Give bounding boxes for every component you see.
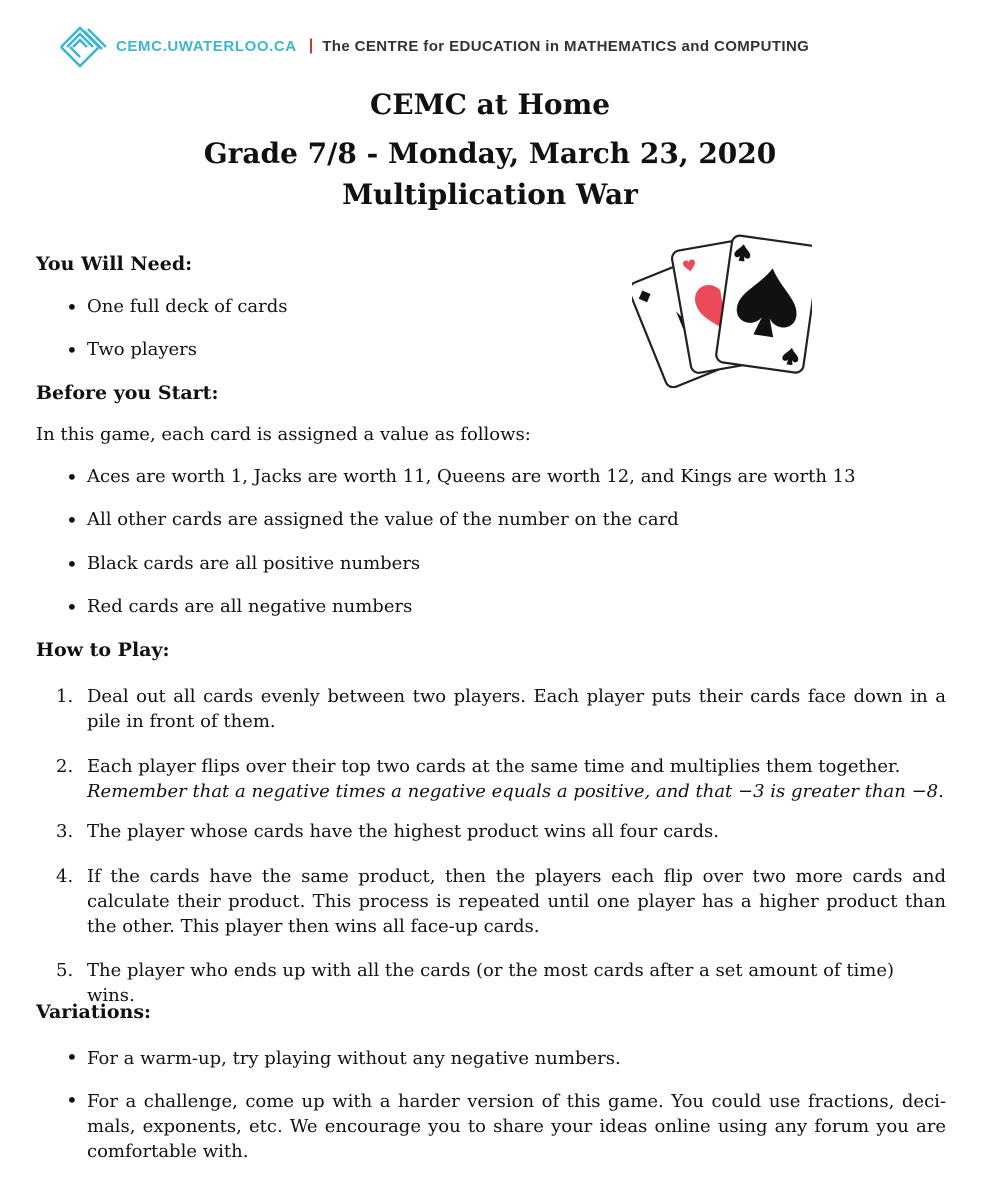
list-item: • One full deck of cards (66, 296, 946, 339)
section-heading-start: Before you Start: (36, 382, 219, 404)
section-heading-play: How to Play: (36, 639, 170, 661)
step-text: Each player flips over their top two cards at the same time and multiplies them together. (87, 756, 901, 777)
card-values-list (66, 466, 946, 617)
list-item (56, 819, 946, 864)
header-separator: | (308, 37, 314, 54)
list-item (56, 684, 946, 754)
step-note: Remember that a negative times a negative equals a positive, and that −3 is greater than −8. (87, 781, 944, 802)
organization-name: The CENTRE for EDUCATION in MATHEMATICS and COMPUTING (322, 37, 810, 55)
site-url[interactable]: CEMC.UWATERLOO.CA (116, 37, 297, 55)
list-item (56, 864, 946, 958)
section-heading-need: You Will Need: (36, 253, 193, 275)
step-text: The player whose cards have the highest product wins all four cards. (87, 821, 719, 842)
section-heading-variations: Variations: (36, 1001, 152, 1023)
list-item: • For a warm-up, try playing without any negative numbers. (66, 1046, 946, 1089)
step-number: 1. (56, 686, 74, 707)
variations-list (66, 1046, 946, 1164)
start-intro: In this game, each card is assigned a value as follows: (36, 424, 531, 445)
need-list (66, 296, 946, 360)
step-text: If the cards have the same product, then the players each flip over two more cards and calculate their product. This process is repeated until one player has a higher product than the other. This player then wins all face-up cards. (87, 866, 946, 937)
step-number: 2. (56, 756, 74, 777)
list-item: • Black cards are all positive numbers (66, 553, 946, 596)
list-item (56, 754, 946, 819)
play-steps-list (56, 684, 946, 1008)
page-title: CEMC at Home (369, 88, 611, 121)
list-item: • Aces are worth 1, Jacks are worth 11, Queens are worth 12, and Kings are worth 13 (66, 466, 946, 509)
list-item (56, 958, 946, 1008)
cemc-logo-icon (58, 23, 108, 69)
list-item: • For a challenge, come up with a harder version of this game. You could use fractions, deci-mals, exponents, etc. We encourage you to share your ideas online using any forum you are comfortable with. (66, 1089, 946, 1164)
list-item: • Two players (66, 339, 946, 360)
step-text: Deal out all cards evenly between two players. Each player puts their cards face down in a pile in front of them. (87, 686, 946, 732)
page-subtitle-date: Grade 7/8 - Monday, March 23, 2020 (203, 137, 777, 170)
step-number: 4. (56, 866, 74, 887)
list-item: • All other cards are assigned the value of the number on the card (66, 509, 946, 553)
cemc-header (58, 22, 809, 70)
step-number: 5. (56, 960, 74, 981)
activity-title: Multiplication War (342, 178, 638, 211)
step-number: 3. (56, 821, 74, 842)
list-item: • Red cards are all negative numbers (66, 596, 946, 617)
step-text: The player who ends up with all the cards (or the most cards after a set amount of time) wins. (87, 960, 895, 1006)
